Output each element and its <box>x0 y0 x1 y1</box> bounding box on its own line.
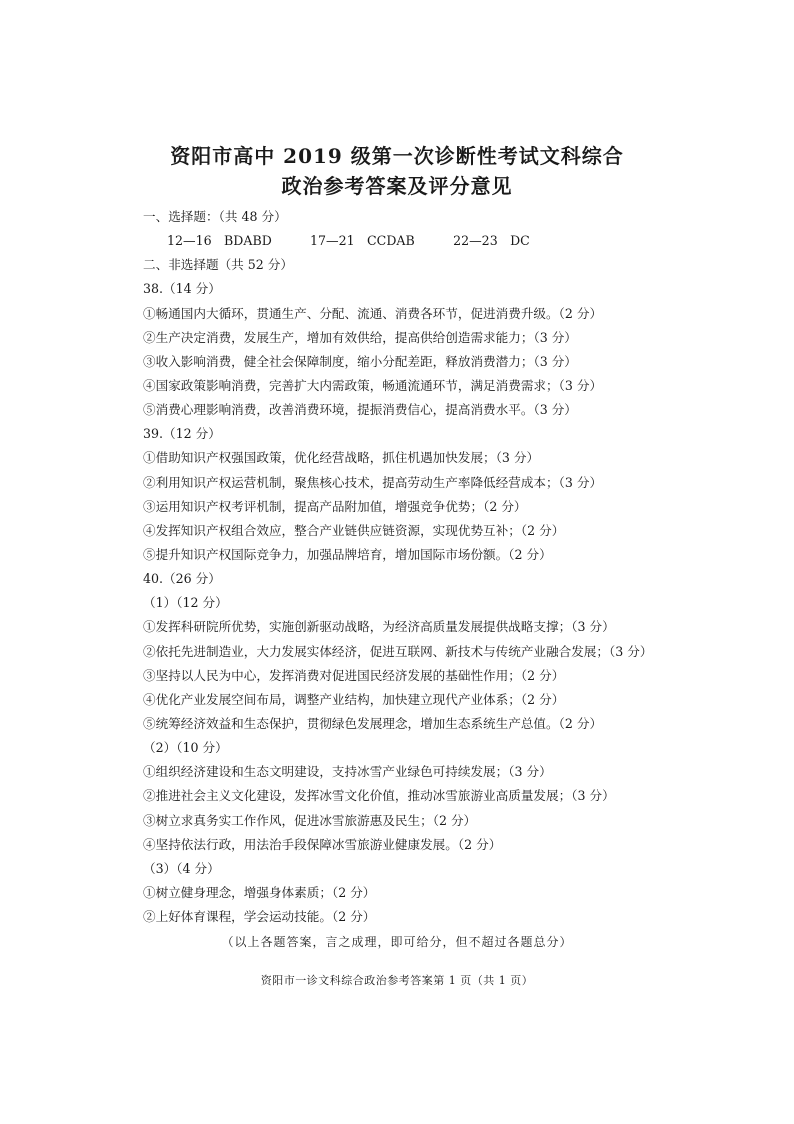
document-subtitle: 政治参考答案及评分意见 <box>281 174 513 198</box>
subquestion-heading: （3）（4 分） <box>143 860 220 876</box>
answer-point: ①发挥科研院所优势，实施创新驱动战略，为经济高质量发展提供战略支撑；（3 分） <box>143 619 615 635</box>
answer-point: ④优化产业发展空间布局，调整产业结构，加快建立现代产业体系；（2 分） <box>143 691 565 707</box>
answer-point: ⑤提升知识产权国际竞争力，加强品牌培育，增加国际市场份额。（2 分） <box>143 546 552 562</box>
answer-point: ①借助知识产权强国政策，优化经营战略，抓住机遇加快发展；（3 分） <box>143 450 540 466</box>
choice-answer: CCDAB <box>367 233 415 249</box>
answer-point: ⑤消费心理影响消费，改善消费环境，提振消费信心，提高消费水平。（3 分） <box>143 402 577 418</box>
answer-point: ④坚持依法行政，用法治手段保障冰雪旅游业健康发展。（2 分） <box>143 836 502 852</box>
choice-answer: BDABD <box>224 233 272 249</box>
answer-body <box>143 205 703 929</box>
answer-point: ①组织经济建设和生态文明建设，支持冰雪产业绿色可持续发展；（3 分） <box>143 764 552 780</box>
answer-point: ②生产决定消费，发展生产，增加有效供给，提高供给创造需求能力；（3 分） <box>143 329 577 345</box>
subquestion-heading: （1）（12 分） <box>143 595 228 611</box>
answer-point: ③坚持以人民为中心，发挥消费对促进国民经济发展的基础性作用；（2 分） <box>143 667 565 683</box>
answer-point: ④国家政策影响消费，完善扩大内需政策，畅通流通环节，满足消费需求；（3 分） <box>143 377 603 393</box>
answer-point: ⑤统筹经济效益和生态保护，贯彻绿色发展理念，增加生态系统生产总值。（2 分） <box>143 715 603 731</box>
answer-point: ④发挥知识产权组合效应，整合产业链供应链资源，实现优势互补；（2 分） <box>143 522 565 538</box>
choice-answers-row <box>143 229 703 253</box>
choice-range: 22—23 <box>453 233 498 249</box>
answer-point: ②推进社会主义文化建设，发挥冰雪文化价值，推动冰雪旅游业高质量发展；（3 分） <box>143 788 615 804</box>
page-footer: 资阳市一诊文科综合政治参考答案第 1 页（共 1 页） <box>260 974 534 987</box>
answer-point: ②上好体育课程，学会运动技能。（2 分） <box>143 909 376 925</box>
question-heading: 38.（14 分） <box>143 281 221 297</box>
grading-note: （以上各题答案，言之成理，即可给分，但不超过各题总分） <box>221 935 573 949</box>
question-heading: 39.（12 分） <box>143 426 221 442</box>
question-heading: 40.（26 分） <box>143 571 221 587</box>
choice-range: 12—16 <box>167 233 212 249</box>
answer-point: ①畅通国内大循环，贯通生产、分配、流通、消费各环节，促进消费升级。（2 分） <box>143 305 603 321</box>
section-heading-choice: 一、选择题：（共 48 分） <box>143 209 287 224</box>
answer-point: ③树立求真务实工作作风，促进冰雪旅游惠及民生；（2 分） <box>143 812 477 828</box>
answer-point: ②依托先进制造业，大力发展实体经济，促进互联网、新技术与传统产业融合发展；（3 分） <box>143 643 653 659</box>
document-title: 资阳市高中 2019 级第一次诊断性考试文科综合 <box>170 144 624 168</box>
answer-point: ①树立健身理念，增强身体素质；（2 分） <box>143 884 376 900</box>
subquestion-heading: （2）（10 分） <box>143 740 228 756</box>
choice-answer: DC <box>510 233 530 249</box>
choice-range: 17—21 <box>310 233 355 249</box>
answer-point: ③收入影响消费，健全社会保障制度，缩小分配差距，释放消费潜力；（3 分） <box>143 353 577 369</box>
section-heading-nonchoice: 二、非选择题（共 52 分） <box>143 257 293 273</box>
answer-point: ②利用知识产权运营机制，聚焦核心技术，提高劳动生产率降低经营成本；（3 分） <box>143 474 603 490</box>
answer-point: ③运用知识产权考评机制，提高产品附加值，增强竞争优势；（2 分） <box>143 498 527 514</box>
